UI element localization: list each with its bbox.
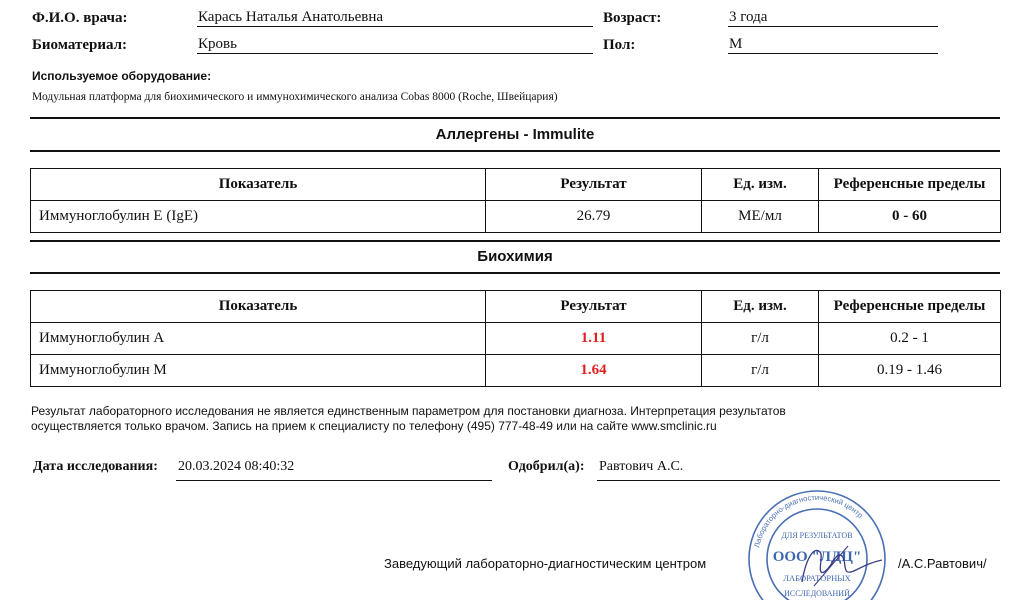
table-row (31, 355, 1001, 387)
column-header: Референсные пределы (819, 169, 1001, 201)
column-header: Ед. изм. (702, 169, 819, 201)
table-row (31, 323, 1001, 355)
unit-value: г/л (702, 323, 819, 355)
table-row (31, 201, 1001, 233)
approved-label: Одобрил(а): (508, 459, 585, 474)
stamp-line: ИССЛЕДОВАНИЙ (784, 589, 850, 598)
age-label: Возраст: (603, 10, 662, 26)
biomaterial-label: Биоматериал: (32, 37, 128, 53)
unit-value: г/л (702, 355, 819, 387)
section-title-allergens: Аллергены - Immulite (435, 126, 595, 143)
column-header: Показатель (31, 291, 486, 323)
stamp-ring-text: Лабораторно-диагностический центр (752, 492, 865, 549)
disclaimer (31, 404, 961, 434)
results-table-allergens (30, 168, 1001, 233)
equipment-text: Модульная платформа для биохимического и иммунохимического анализа Cobas 8000 (Roche, Швейцария) (32, 91, 558, 103)
indicator-name: Иммуноглобулин М (31, 355, 486, 387)
column-header: Результат (486, 169, 702, 201)
column-header: Показатель (31, 169, 486, 201)
result-value-flagged: 1.11 (486, 323, 702, 355)
reference-range: 0.19 - 1.46 (819, 355, 1001, 387)
svg-text:Лабораторно-диагностический це (752, 493, 865, 548)
indicator-name: Иммуноглобулин А (31, 323, 486, 355)
section-rule-bottom (30, 272, 1000, 274)
section-rule-top (30, 117, 1000, 119)
reference-range: 0.2 - 1 (819, 323, 1001, 355)
unit-value: МЕ/мл (702, 201, 819, 233)
table-header-row (31, 291, 1001, 323)
section-rule-top (30, 240, 1000, 242)
stamp-line: ДЛЯ РЕЗУЛЬТАТОВ (781, 531, 853, 540)
result-value: 26.79 (486, 201, 702, 233)
results-table-biochemistry (30, 290, 1001, 387)
equipment-title: Используемое оборудование: (32, 69, 212, 83)
reference-range: 0 - 60 (819, 201, 1001, 233)
signer-name: /А.С.Равтович/ (898, 556, 987, 571)
doctor-value: Карась Наталья Анатольевна (197, 10, 593, 27)
section-rule-bottom (30, 150, 1000, 152)
column-header: Референсные пределы (819, 291, 1001, 323)
section-title-biochemistry: Биохимия (477, 248, 553, 265)
biomaterial-value: Кровь (197, 37, 593, 54)
stamp-line: ЛАБОРАТОРНЫХ (783, 573, 851, 583)
age-value: 3 года (728, 10, 938, 27)
column-header: Ед. изм. (702, 291, 819, 323)
indicator-name: Иммуноглобулин Е (IgE) (31, 201, 486, 233)
result-value-flagged: 1.64 (486, 355, 702, 387)
approved-value: Равтович А.С. (597, 459, 1000, 481)
stamp-seal-icon (744, 486, 890, 600)
table-header-row (31, 169, 1001, 201)
date-label: Дата исследования: (33, 459, 158, 474)
sex-label: Пол: (603, 37, 636, 53)
doctor-label: Ф.И.О. врача: (32, 10, 128, 26)
disclaimer-line: Результат лабораторного исследования не является единственным параметром для постановки диагноза. Интерпретация результатов (31, 404, 786, 418)
disclaimer-line: осуществляется только врачом. Запись на прием к специалисту по телефону (495) 777-48-49 или на сайте www.smclinic.ru (31, 419, 717, 433)
column-header: Результат (486, 291, 702, 323)
sex-value: М (728, 37, 938, 54)
stamp-line: ООО "ЛДЦ" (772, 549, 862, 565)
date-value: 20.03.2024 08:40:32 (176, 459, 492, 481)
signer-position: Заведующий лабораторно-диагностическим центром (384, 556, 707, 571)
